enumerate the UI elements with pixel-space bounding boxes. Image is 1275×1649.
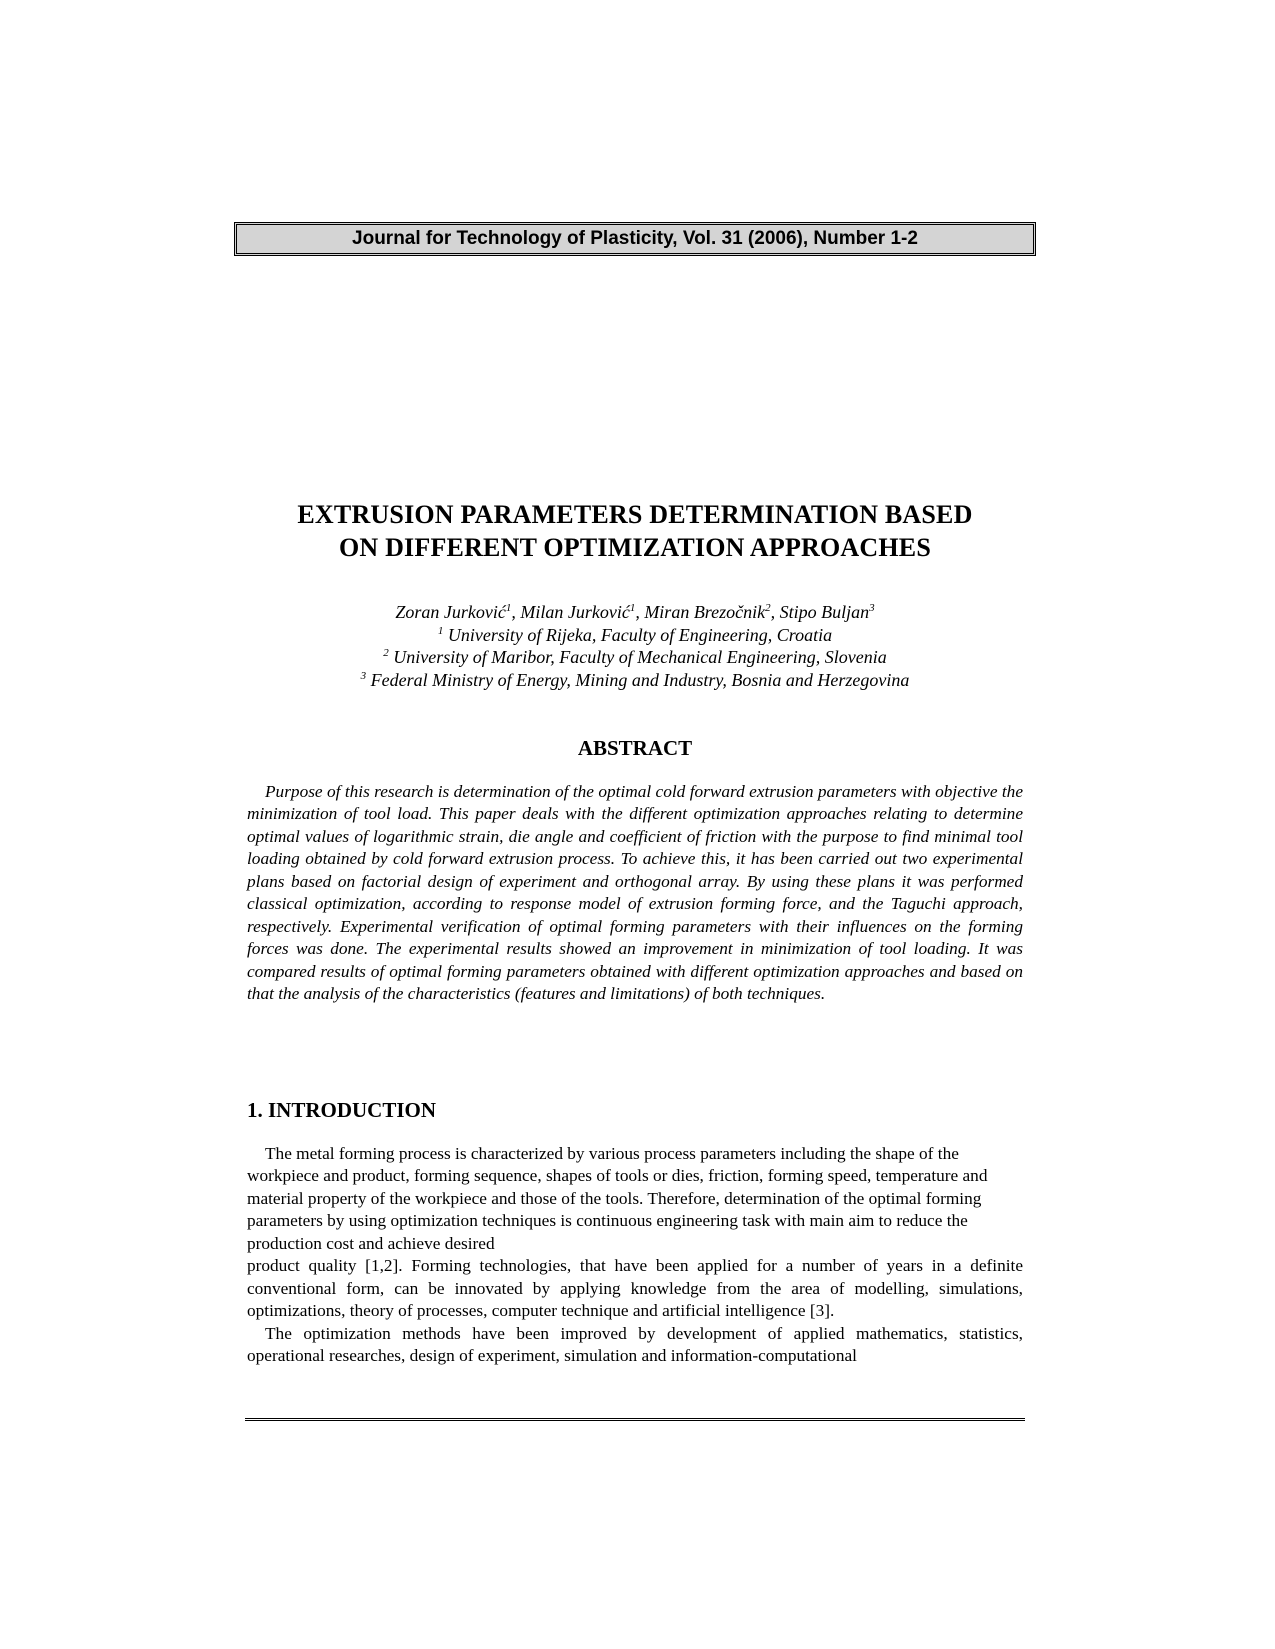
abstract-text: Purpose of this research is determination of the optimal cold forward extrusion parameters with objective the minimization of tool load. This paper deals with the different optimization approaches relating to determine optimal values of logarithmic strain, die angle and coefficient of friction with the purpose to find minimal tool loading obtained by cold forward extrusion process. To achieve this, it has been carried out two experimental plans based on factorial design of experiment and orthogonal array. By using these plans it was performed classical optimization, according to response model of extrusion forming force, and the Taguchi approach, respectively. Experimental verification of optimal forming parameters with their influences on the forming forces was done. The experimental results showed an improvement in minimization of tool loading. It was compared results of optimal forming parameters obtained with different optimization approaches and based on that the analysis of the characteristics (features and limitations) of both techniques.	[247, 782, 1023, 1004]
author-affiliation-marker: 1	[505, 602, 512, 614]
author-affiliation-marker: 1	[629, 602, 636, 614]
author-name: Zoran Jurković	[395, 602, 506, 622]
title-line-1: EXTRUSION PARAMETERS DETERMINATION BASED	[297, 500, 973, 529]
title-line-2: ON DIFFERENT OPTIMIZATION APPROACHES	[338, 533, 932, 562]
footer-rule	[245, 1418, 1025, 1421]
affiliation-text: Federal Ministry of Energy, Mining and Industry, Bosnia and Herzegovina	[370, 669, 910, 690]
body-paragraph: product quality [1,2]. Forming technologies, that have been applied for a number of years in a definite conventional form, can be innovated by applying knowledge from the area of modelling, simulations, optimizations, theory of processes, computer technique and artificial intelligence [3].	[247, 1256, 1023, 1321]
affiliation-text: University of Maribor, Faculty of Mechanical Engineering, Slovenia	[393, 647, 887, 667]
paper-title	[234, 498, 1036, 564]
affiliation-number: 1	[437, 624, 444, 637]
abstract-heading: ABSTRACT	[577, 736, 693, 760]
affiliation-text: University of Rijeka, Faculty of Engineering, Croatia	[447, 624, 833, 645]
author-affiliation-marker: 2	[765, 602, 771, 614]
author-name: Stipo Buljan	[779, 602, 870, 622]
author-name: Milan Jurković	[520, 602, 630, 622]
introduction-body	[247, 1143, 1023, 1368]
affiliation-line	[234, 624, 1036, 647]
affiliation-line	[234, 646, 1036, 669]
author-name: Miran Brezočnik	[644, 602, 766, 622]
journal-header: Journal for Technology of Plasticity, Vol. 31 (2006), Number 1-2	[234, 222, 1036, 256]
affiliation-number: 3	[360, 669, 367, 682]
affiliation-number: 2	[383, 647, 389, 659]
author-list: Zoran Jurković$^1$, Milan Jurković$^1$, Miran Brezočnik$^2$, Stipo Buljan$^3$	[395, 602, 875, 622]
author-block	[234, 601, 1036, 691]
body-paragraph: The optimization methods have been improved by development of applied mathematics, statistics, operational researches, design of experiment, simulation and information-computational	[247, 1323, 1023, 1366]
introduction-heading: 1. INTRODUCTION	[247, 1098, 437, 1122]
author-affiliation-marker: 3	[869, 602, 875, 614]
affiliation-line	[234, 669, 1036, 692]
body-paragraph: The metal forming process is characterized by various process parameters including the shape of the workpiece and product, forming sequence, shapes of tools or dies, friction, forming speed, temperature and material property of the workpiece and those of the tools. Therefore, determination of the optimal forming parameters by using optimization techniques is continuous engineering task with main aim to reduce the production cost and achieve desired	[247, 1144, 988, 1253]
